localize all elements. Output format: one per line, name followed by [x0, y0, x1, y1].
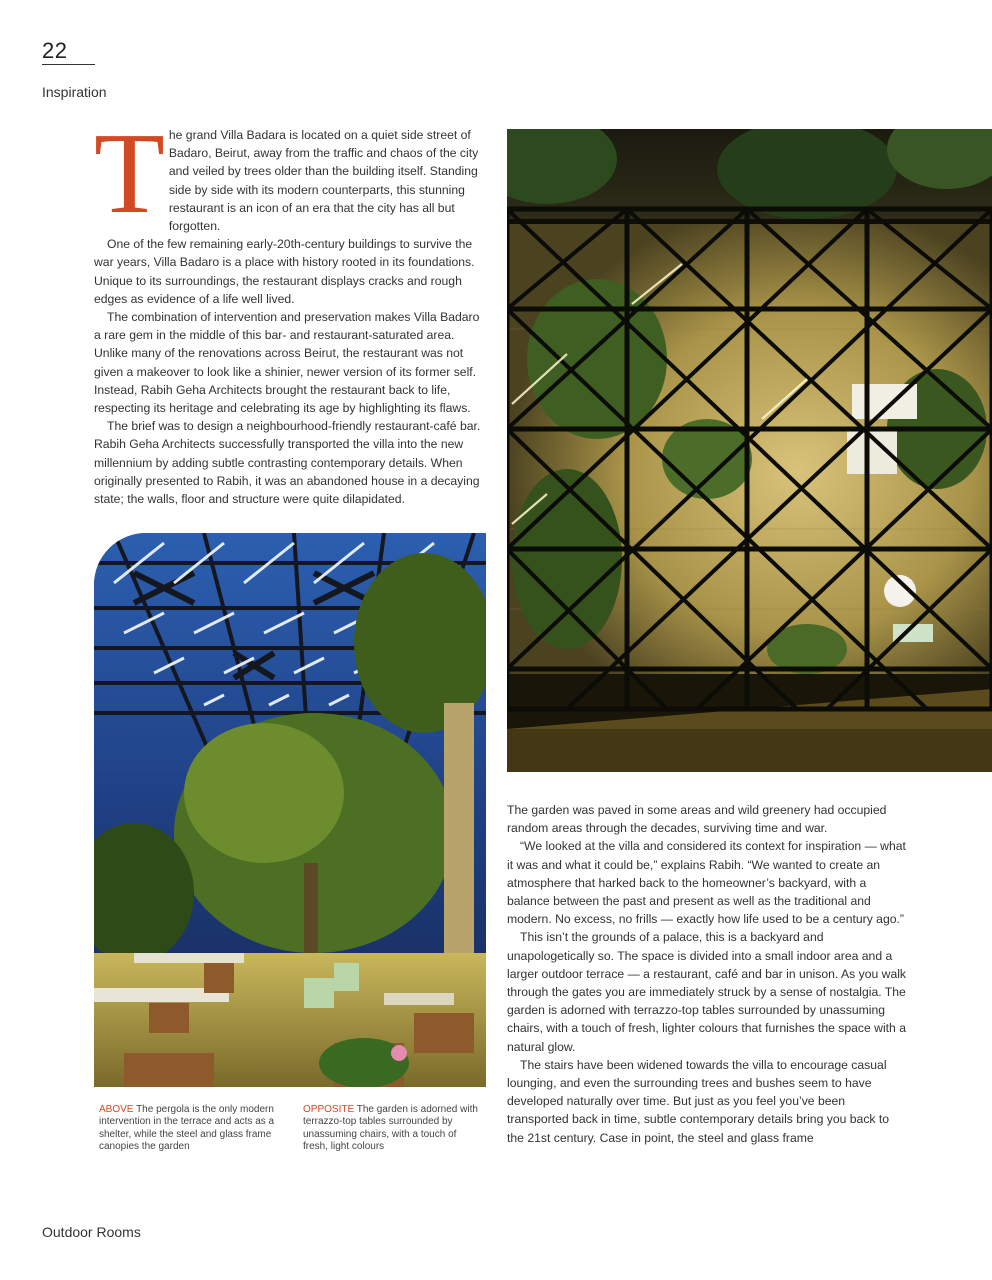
drop-cap: T	[94, 110, 165, 238]
article-right-column	[507, 801, 907, 1147]
section-label: Inspiration	[42, 84, 107, 100]
article-paragraph: “We looked at the villa and considered its context for inspiration — what it was and what it could be,” explains Rabih. “We wanted to create an atmosphere that harked back to the homeowner’s backyard, with a balance between the past and present as well as the traditional and modern. No excess, no frills — exactly how life used to be a century ago.”	[507, 839, 906, 927]
article-paragraph: One of the few remaining early-20th-century buildings to survive the war years, Villa Badaro is a place with history rooted in its foundations. Unique to its surroundings, the restaurant displays cracks and rough edges as evidence of a life well lived.	[94, 237, 475, 306]
article-paragraph	[94, 110, 486, 238]
page-number: 22	[42, 38, 68, 63]
caption-label: OPPOSITE	[303, 1104, 355, 1115]
article-paragraph: The brief was to design a neighbourhood-friendly restaurant-café bar. Rabih Geha Architects successfully transported the villa into the new millennium by adding subtle contrasting contemporary details. When originally presented to Rabih, it was an abandoned house in a decaying state; the walls, floor and structure were quite dilapidated.	[94, 419, 481, 507]
page-number-rule	[42, 64, 95, 65]
caption-above	[99, 1104, 289, 1154]
article-paragraph: The stairs have been widened towards the villa to encourage casual lounging, and even the surrounding trees and bushes seem to have developed naturally over time. But just as you feel you’ve been transported back in time, subtle contemporary details bring you back to the 21st century. Case in point, the steel and glass frame	[507, 1057, 890, 1145]
caption-opposite	[303, 1104, 483, 1154]
article-paragraph: This isn’t the grounds of a palace, this is a backyard and unapologetically so. The space is divided into a small indoor area and a larger outdoor terrace — a restaurant, café and bar in unison. As you walk through the gates you are immediately struck by a sense of nostalgia. The garden is adorned with terrazzo-top tables surrounded by unassuming chairs, with a touch of fresh, lighter colours that furnishes the space with a natural glow.	[507, 930, 907, 1054]
photo-glass-frame-from-above	[507, 129, 992, 772]
article-paragraph: The combination of intervention and preservation makes Villa Badaro a rare gem in the middle of this bar- and restaurant-saturated area. Unlike many of the renovations across Beirut, the restaurant was not given a makeover to look like a shinier, newer version of its former self. Instead, Rabih Geha Architects brought the restaurant back to life, respecting its heritage and celebrating its age by highlighting its flaws.	[94, 310, 480, 416]
caption-text: The pergola is the only modern intervention in the terrace and acts as a shelter, while the steel and glass frame canopies the garden	[99, 1104, 275, 1153]
paragraph-text: he grand Villa Badara is located on a quiet side street of Badaro, Beirut, away from the traffic and chaos of the city and veiled by trees older than the building itself. Standing side by side with its modern counterparts, this stunning restaurant is an icon of an era that the city has all but forgotten.	[168, 128, 479, 234]
footer-label: Outdoor Rooms	[42, 1224, 141, 1240]
photo-pergola-terrace	[94, 533, 486, 1087]
caption-text: The garden is adorned with terrazzo-top tables surrounded by unassuming chairs, with a touch of fresh, light colours	[303, 1104, 478, 1153]
article-paragraph: The garden was paved in some areas and wild greenery had occupied random areas through the decades, surviving time and war.	[507, 803, 887, 836]
article-left-column	[94, 110, 486, 508]
caption-label: ABOVE	[99, 1104, 134, 1115]
